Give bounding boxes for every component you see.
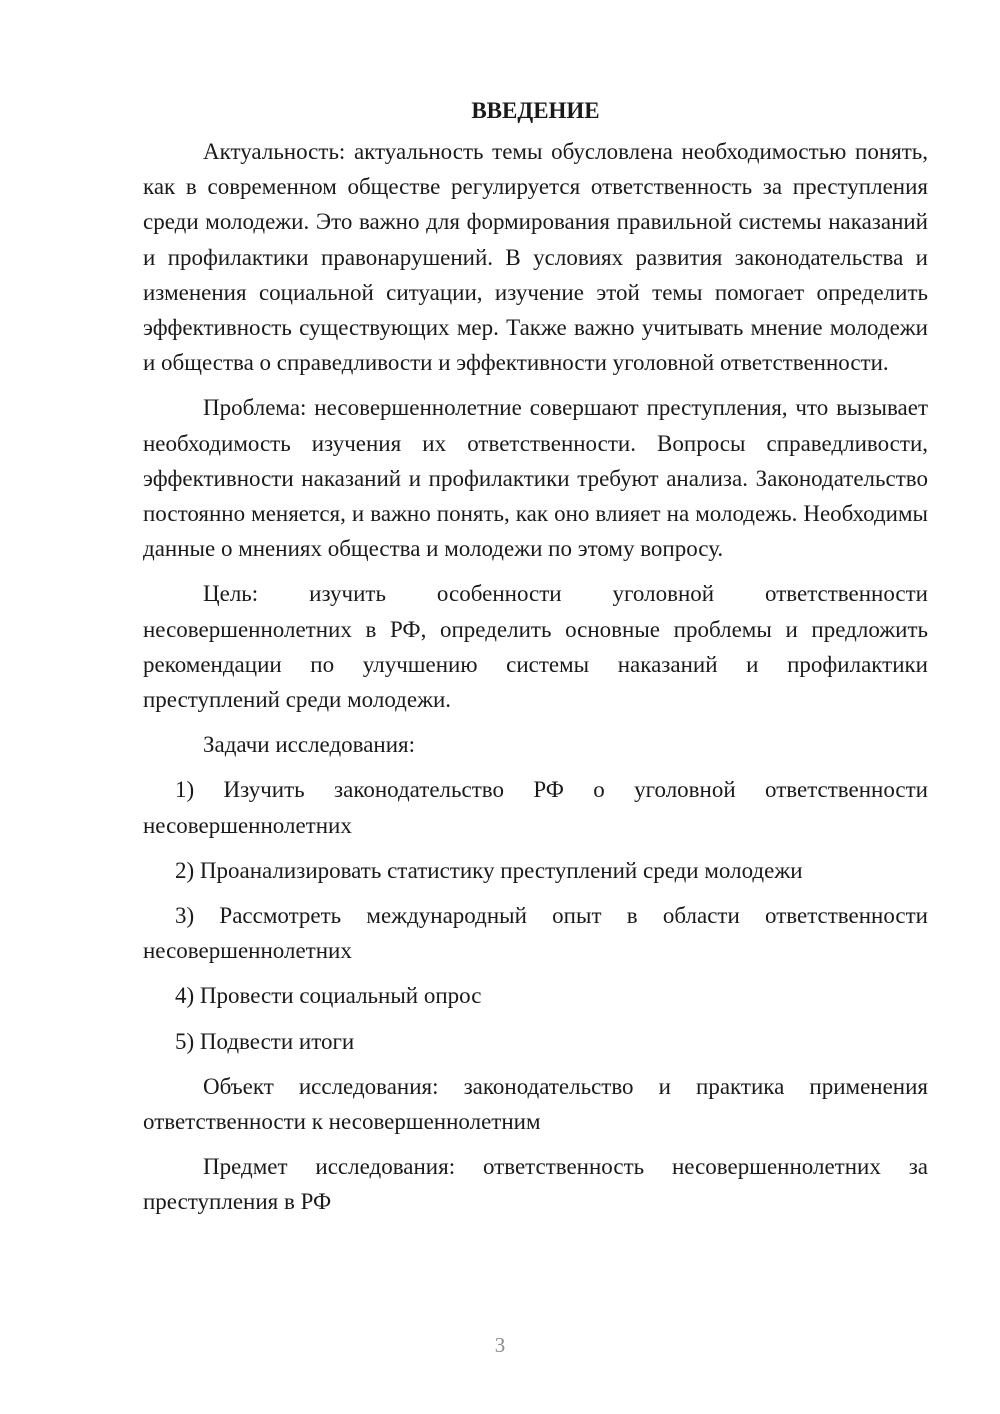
document-page [143, 96, 928, 1230]
goal-paragraph: Цель: изучить особенности уголовной ответственности несовершеннолетних в РФ, определить основные проблемы и предложить рекомендации по улучшению системы наказаний и профилактики преступлений среди молодежи. [143, 581, 928, 713]
object-paragraph: Объект исследования: законодательство и практика применения ответственности к несовершеннолетним [143, 1073, 928, 1135]
task-item: 5) Подвести итоги [175, 1028, 355, 1054]
section-title: ВВЕДЕНИЕ [471, 98, 600, 123]
subject-paragraph: Предмет исследования: ответственность несовершеннолетних за преступления в РФ [143, 1154, 928, 1215]
task-item: 1) Изучить законодательство РФ о уголовной ответственности несовершеннолетних [143, 777, 928, 838]
page-number: 3 [494, 1333, 506, 1357]
problem-paragraph: Проблема: несовершеннолетние совершают преступления, что вызывает необходимость изучения их ответственности. Вопросы справедливости, эффективности наказаний и профилактики требуют анализа. Законодательство постоянно меняется, и важно понять, как оно влияет на молодежь. Необходимы данные о мнениях общества и молодежи по этому вопросу. [143, 395, 928, 562]
relevance-paragraph: Актуальность: актуальность темы обусловлена необходимостью понять, как в современном обществе регулируется ответственность за преступления среди молодежи. Это важно для формирования правильной системы наказаний и профилактики правонарушений. В условиях развития законодательства и изменения социальной ситуации, изучение этой темы помогает определить эффективность существующих мер. Также важно учитывать мнение молодежи и общества о справедливости и эффективности уголовной ответственности. [143, 139, 928, 376]
task-item: 2) Проанализировать статистику преступлений среди молодежи [175, 857, 803, 883]
tasks-heading: Задачи исследования: [203, 732, 416, 758]
task-item: 4) Провести социальный опрос [175, 983, 482, 1009]
task-item: 3) Рассмотреть международный опыт в области ответственности несовершеннолетних [143, 903, 928, 964]
